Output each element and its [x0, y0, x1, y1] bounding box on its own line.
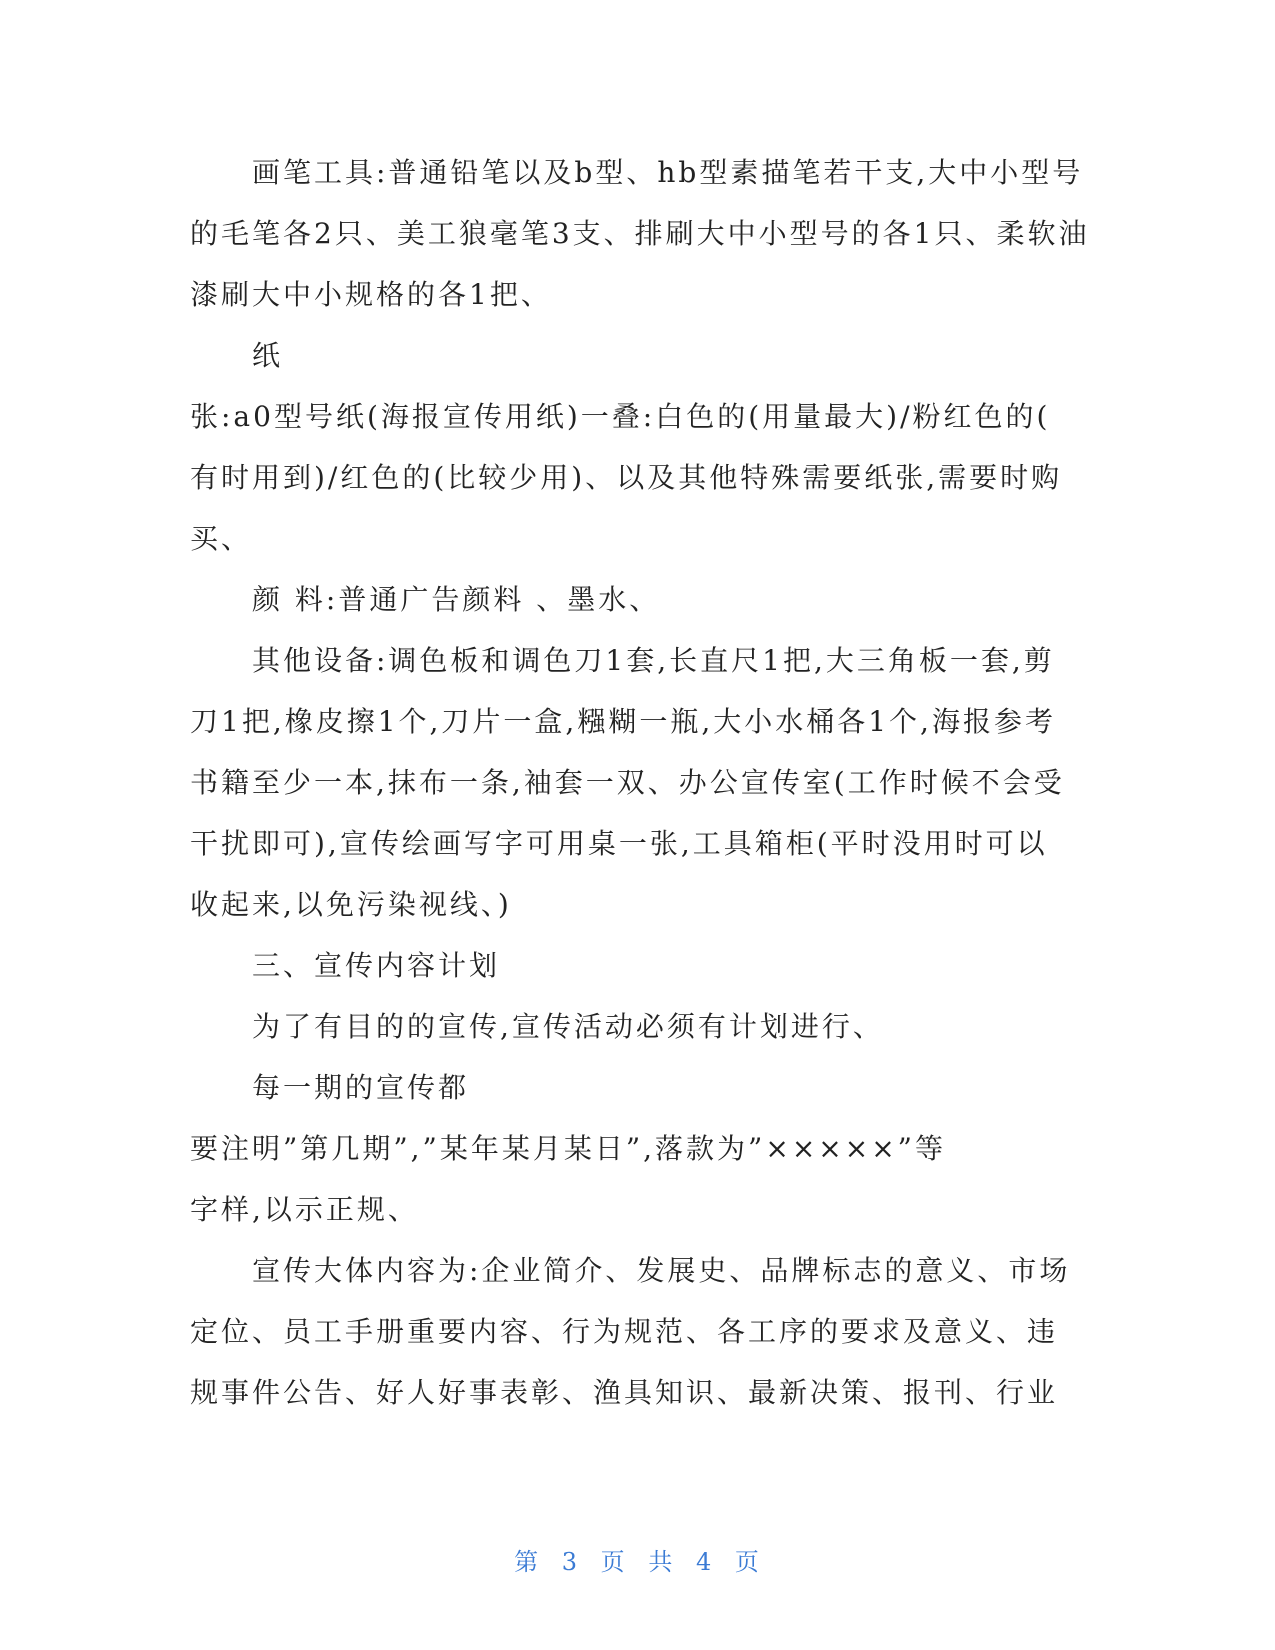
text-line: 画笔工具:普通铅笔以及b型、hb型素描笔若干支,大中小型号: [252, 156, 1084, 189]
text-line: 书籍至少一本,抹布一条,袖套一双、办公宣传室(工作时候不会受: [190, 766, 1065, 799]
text-line: 规事件公告、好人好事表彰、渔具知识、最新决策、报刊、行业: [190, 1376, 1059, 1409]
footer-total-label: 共: [648, 1548, 675, 1576]
text-line: 定位、员工手册重要内容、行为规范、各工序的要求及意义、违: [190, 1315, 1059, 1348]
text-line: 每一期的宣传都: [252, 1071, 470, 1104]
text-line: 要注明”第几期”,”某年某月某日”,落款为”×××××”等: [190, 1132, 946, 1165]
footer-total-unit: 页: [734, 1548, 761, 1576]
footer-current-page: 3: [561, 1548, 580, 1576]
text-line: 字样,以示正规、: [190, 1193, 419, 1226]
text-line: 刀1把,橡皮擦1个,刀片一盒,糨糊一瓶,大小水桶各1个,海报参考: [190, 705, 1056, 738]
text-line: 宣传大体内容为:企业简介、发展史、品牌标志的意义、市场: [252, 1254, 1071, 1287]
document-body: [190, 142, 1090, 1423]
text-line: 收起来,以免污染视线、): [190, 888, 512, 921]
text-line: 其他设备:调色板和调色刀1套,长直尺1把,大三角板一套,剪: [252, 644, 1055, 677]
text-line: 的毛笔各2只、美工狼毫笔3支、排刷大中小型号的各1只、柔软油: [190, 217, 1090, 250]
text-line: 买、: [190, 522, 253, 555]
footer-page-label: 第: [514, 1548, 541, 1576]
footer-page-unit: 页: [600, 1548, 627, 1576]
text-line: 干扰即可),宣传绘画写字可用桌一张,工具箱柜(平时没用时可以: [190, 827, 1048, 860]
footer-total-pages: 4: [695, 1548, 714, 1576]
text-line: 张:a0型号纸(海报宣传用纸)一叠:白色的(用量最大)/粉红色的(: [190, 400, 1051, 433]
text-line: 颜 料:普通广告颜料 、墨水、: [252, 583, 661, 616]
text-line: 为了有目的的宣传,宣传活动必须有计划进行、: [252, 1010, 884, 1043]
text-line: 漆刷大中小规格的各1把、: [190, 278, 552, 311]
text-line: 纸: [252, 339, 284, 372]
page-footer: [0, 1542, 1275, 1577]
text-line: 有时用到)/红色的(比较少用)、以及其他特殊需要纸张,需要时购: [190, 461, 1063, 494]
section-heading: 三、宣传内容计划: [252, 949, 501, 982]
